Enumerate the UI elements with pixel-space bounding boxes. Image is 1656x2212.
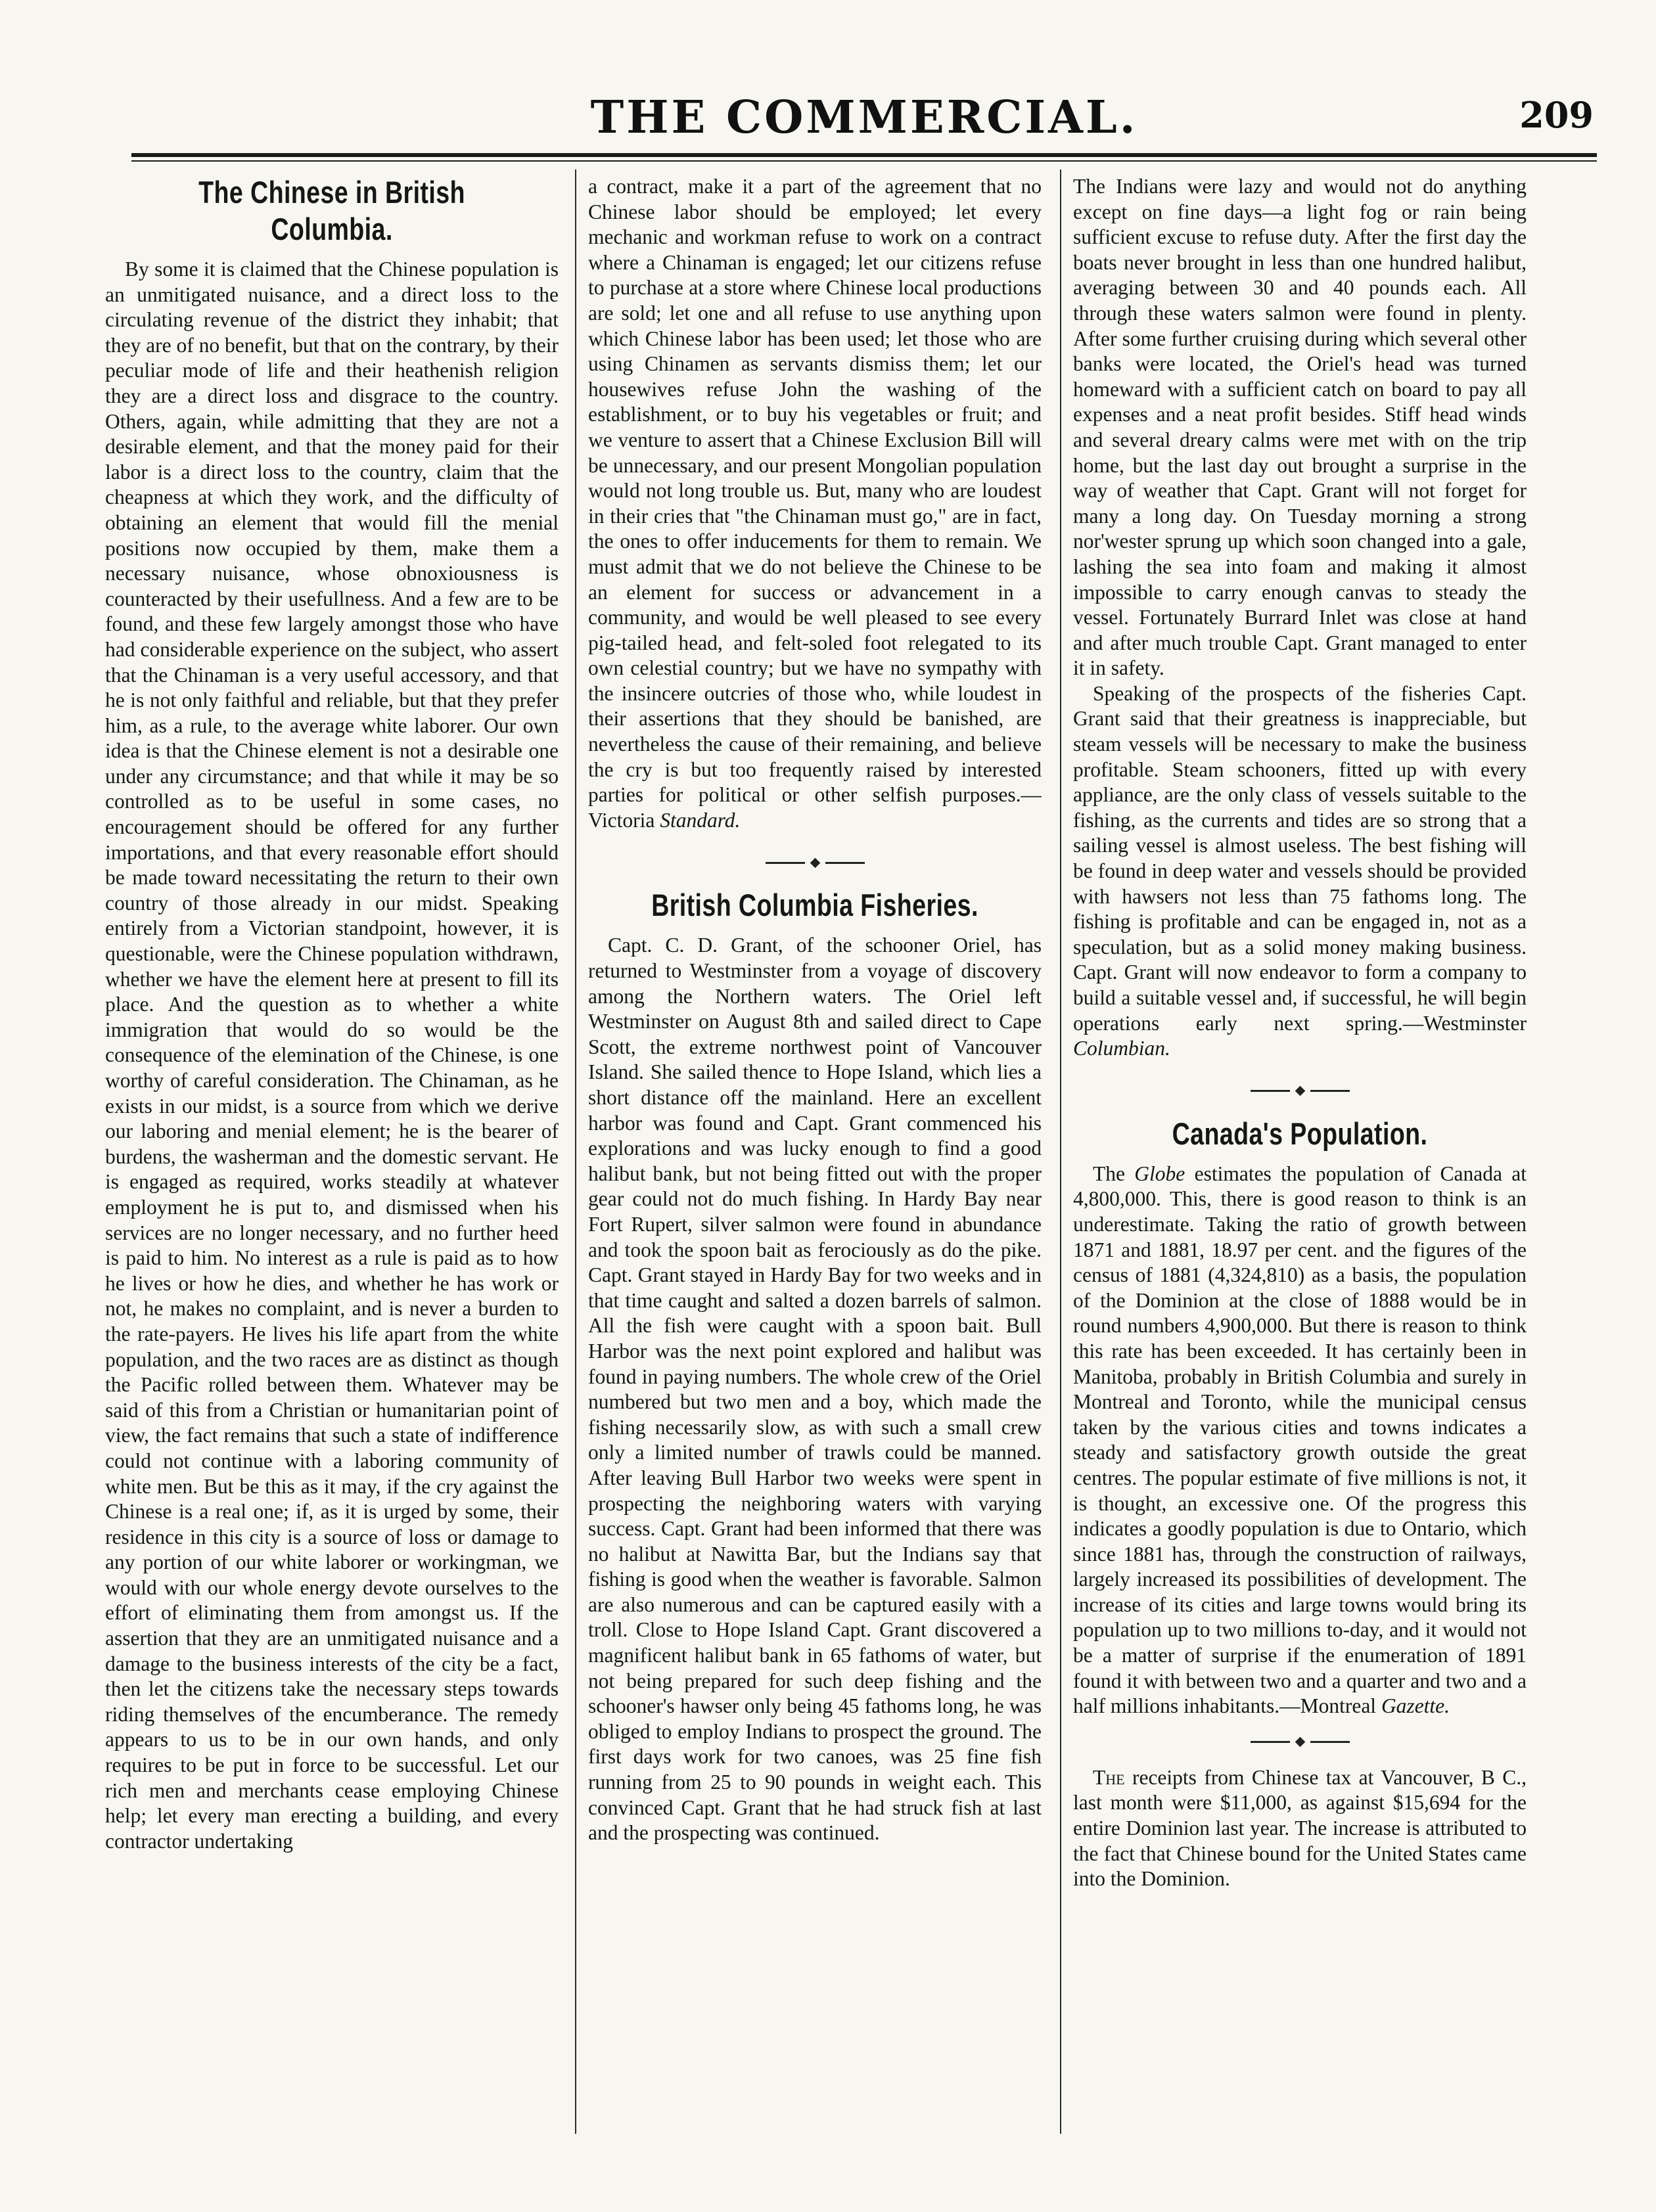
article-paragraph [1073,1765,1527,1892]
source-credit: Gazette. [1381,1694,1450,1718]
header-rule-thick [131,153,1597,157]
column-divider [1060,169,1061,2134]
article-headline-chinese: The Chinese in British Columbia. [198,175,465,246]
article-paragraph [1073,1162,1527,1719]
column-1 [105,174,559,2132]
article-paragraph: By some it is claimed that the Chinese population is an unmitigated nuisance, and a direct loss to the circulating revenue of the district they inhabit; that they are of no benefit, but that on the contrary, by their peculiar mode of life and their heathenish religion they are a direct loss and disgrace to the country. Others, again, while admitting that they are not a desirable element, and that the money paid for their labor is a direct loss to the country, claim that the cheapness at which they work, and the difficulty of obtaining an element that would fill the menial positions now occupied by them, make them a necessary nuisance, whose obnoxiousness is counteracted by their usefullness. And a few are to be found, and these few largely amongst those who have had considerable experience on the subject, who assert that the Chinaman is a very useful accessory, and that he is not only faithful and reliable, but that they prefer him, as a rule, to the average white laborer. Our own idea is that the Chinese element is not a desirable one under any circumstance; and that while it may be so controlled as to be useful in some cases, no encouragement should be offered for any further importations, and that every reasonable effort should be made toward necessitating the return to their own country of those already in our midst. Speaking entirely from a Victorian standpoint, however, it is questionable, were the Chinese population withdrawn, whether we have the element here at present to fill its place. And the question as to whether a white immigration that would do so would be the consequence of the elemination of the Chinese, is one worthy of careful consideration. The Chinaman, as he exists in our midst, is a source from which we derive our laboring and menial element; he is the bearer of burdens, the washerman and the domestic servant. He is engaged as required, works steadily at whatever employment he is put to, and dismissed when his services are no longer necessary, and no further heed is paid to him. No interest as a rule is paid as to how he lives or how he dies, and whether he has work or not, he makes no complaint, and is never a burden to the rate-payers. He lives his life apart from the white population, and the two races are as distinct as though the Pacific rolled between them. Whatever may be said of this from a Christian or humanitarian point of view, the fact remains that such a state of indifference could not continue with a laboring community of white men. But be this as it may, if the cry against the Chinese is a real one; if, as it is urged by some, their residence in this city is a source of loss or damage to any portion of our white laborer or workingman, we would with our whole energy devote ourselves to the effort of eliminating them from amongst us. If the assertion that they are an unmitigated nuisance and a damage to the business interests of the city be a fact, then let the citizens take the necessary steps towards riding themselves of the encumberance. The remedy appears to us to be in our own hands, and only requires to be put in force to be successful. Let our rich men and merchants cease employing Chinese help; let every man erecting a building, and every contractor undertaking [105,258,559,1853]
article-paragraph: Capt. C. D. Grant, of the schooner Oriel, has returned to Westminster from a voyage of discovery among the Northern waters. The Oriel left Westminster on August 8th and sailed direct to Cape Scott, the extreme northwest point of Vancouver Island. She sailed thence to Hope Island, which lies a short distance off the mainland. Here an excellent harbor was found and Capt. Grant commenced his explorations and was lucky enough to find a good halibut bank, but not being fitted out with the proper gear could not do much fishing. In Hardy Bay near Fort Rupert, silver salmon were found in abundance and took the spoon bait as ferociously as do the pike. Capt. Grant stayed in Hardy Bay for two weeks and in that time caught and salted a dozen barrels of salmon. All the fish were caught with a spoon bait. Bull Harbor was the next point explored and halibut was found in paying numbers. The whole crew of the Oriel numbered but two men and a boy, which made the fishing necessarily slow, as with such a small crew only a limited number of trawls could be manned. After leaving Bull Harbor two weeks were spent in prospecting the neighboring waters with varying success. Capt. Grant had been informed that there was no halibut at Nawitta Bar, but the Indians say that fishing is good when the weather is favorable. Salmon are also numerous and can be captured easily with a troll. Close to Hope Island Capt. Grant discovered a magnificent halibut bank in 65 fathoms of water, but not being prepared for such deep fishing and the schooner's hawser only being 45 fathoms long, he was obliged to employ Indians to prospect the ground. The first days work for two canoes, was 25 fine fish running from 25 to 90 pounds in weight each. This convinced Capt. Grant that he had struck fish at last and the prospecting was continued. [588,934,1042,1845]
column-2 [588,174,1042,2132]
lead-word: The [1093,1765,1125,1789]
publication-title: THE COMMERCIAL. [590,91,1138,144]
source-credit: Standard. [660,808,741,832]
article-headline-fisheries: British Columbia Fisheries. [651,888,978,923]
article-paragraph-continued: The Indians were lazy and would not do anything except on fine days—a light fog or rain being sufficient excuse to refuse duty. After the first day the boats never brought in less than one hundred halibut, averaging between 30 and 40 pounds each. All through these waters salmon were found in plenty. After some further cruising during which several other banks were located, the Oriel's head was turned homeward with a sufficient catch on board to pay all expenses and a neat profit besides. Stiff head winds and several dreary calms were met with on the trip home, but the last day out brought a surprise in the way of weather that Capt. Grant will not forget for many a long day. On Tuesday morning a strong nor'wester sprung up which soon changed into a gale, lashing the sea into foam and making it almost impossible to carry enough canvas to steady the vessel. Fortunately Burrard Inlet was close at hand and after much trouble Capt. Grant managed to enter it in safety. [1073,175,1527,680]
masthead [131,62,1597,161]
article-text: estimates the population of Canada at 4,800,000. This, there is good reason to think is an underestimate. Taking the ratio of growth between 1871 and 1881, 18.97 per cent. and the figures of the census of 1881 (4,324,810) as a basis, the population of the Dominion at the close of 1888 would be in round numbers 4,900,000. But there is reason to think this rate has been exceeded. It has certainly been in Manitoba, probably in British Columbia and surely in Montreal and Toronto, while the municipal census taken by the various cities and towns indicates a steady and satisfactory growth outside the great centres. The popular estimate of five millions is not, it is thought, an excessive one. Of the progress this indicates a goodly population is due to Ontario, which since 1881 has, through the construction of railways, largely increased its possibilities of development. The increase of its cities and large towns would bring its population up to two millions to-day, and it would not be a matter of surprise if the enumeration of 1891 found it with between two and a quarter and two and a half millions inhabitants.—Montreal [1073,1162,1527,1718]
article-text: receipts from Chinese tax at Vancouver, B C., last month were $11,000, as against $15,694 for the entire Dominion last year. The increase is attributed to the fact that Chinese bound for the United States came into the Dominion. [1073,1765,1527,1891]
section-ornament [588,849,1042,876]
article-paragraph-continued [588,174,1042,833]
column-3 [1073,174,1527,2132]
header-rule-thin [131,160,1597,162]
article-paragraph [1073,681,1527,1062]
article-text: The [1093,1162,1125,1185]
section-ornament [1073,1077,1527,1105]
article-text: Speaking of the prospects of the fisheries Capt. Grant said that their greatness is inappreciable, but steam vessels will be necessary to make the business profitable. Steam schooners, fitted up with every appliance, are the only class of vessels suitable to the fishing, as the currents and tides are so strong that a sailing vessel is almost useless. The best fishing will be found in deep water and vessels should be provided with hawsers not less than 75 fathoms long. The fishing is profitable and can be engaged in, not as a speculation, but as a solid money making business. Capt. Grant will now endeavor to form a company to build a suitable vessel and, if successful, he will begin operations early next spring.—Westminster [1073,681,1527,1035]
column-divider [575,169,576,2134]
page-number: 209 [1519,94,1594,136]
article-text: a contract, make it a part of the agreement that no Chinese labor should be employed; let every mechanic and workman refuse to work on a contract where a Chinaman is engaged; let our citizens refuse to purchase at a store where Chinese local productions are sold; let one and all refuse to use anything upon which Chinese labor has been used; let those who are using Chinamen as servants dismiss them; let our housewives refuse John the washing of the establishment, or to buy his vegetables or fruit; and we venture to assert that a Chinese Exclusion Bill will be unnecessary, and our present Mongolian population would not long trouble us. But, many who are loudest in their cries that "the Chinaman must go," are in fact, the ones to offer inducements for them to remain. We must admit that we do not believe the Chinese to be an element for success or advancement in a community, and would be well pleased to see every pig-tailed head, and felt-soled foot relegated to its own celestial country; but we have no sympathy with the insincere outcries of those who, while loudest in their assertions that they should be banished, are nevertheless the cause of their remaining, and believe the cry is but too frequently raised by interested parties for political or other selfish purposes.—Victoria [588,175,1042,832]
article-headline-population: Canada's Population. [1172,1116,1428,1151]
source-credit: Columbian. [1073,1037,1170,1060]
section-ornament [1073,1728,1527,1756]
newspaper-name: Globe [1134,1162,1185,1185]
